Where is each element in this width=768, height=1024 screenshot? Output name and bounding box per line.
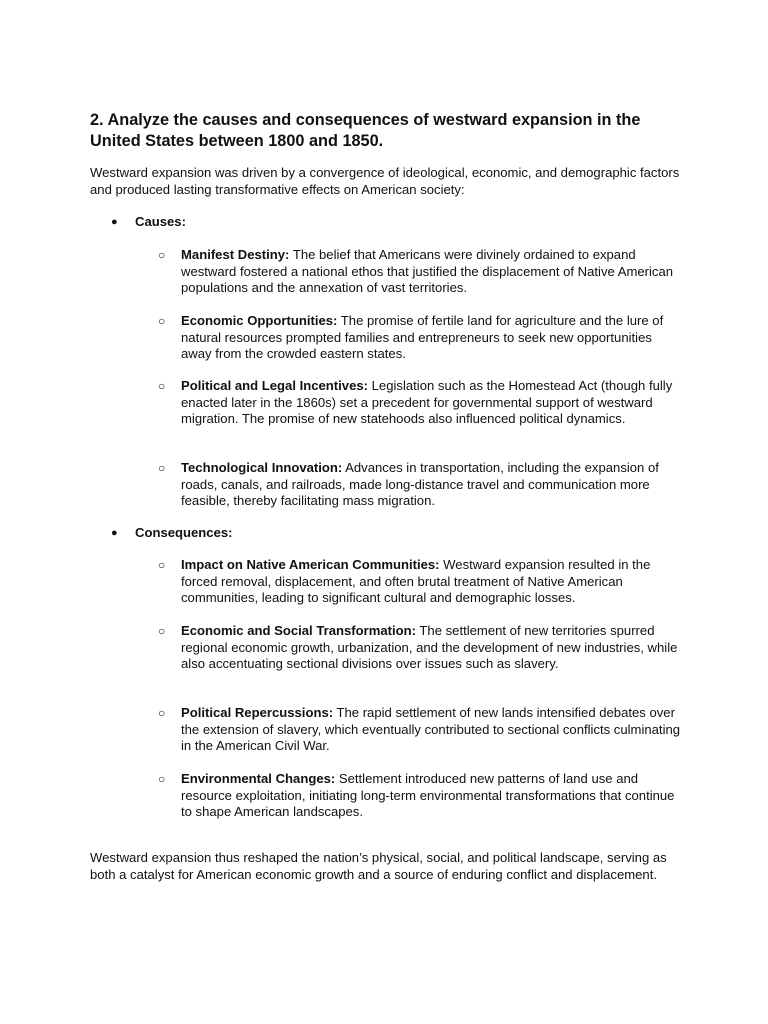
circle-bullet-icon: ○ [158,706,166,720]
circle-bullet-icon: ○ [158,624,166,638]
question-heading: 2. Analyze the causes and consequences of westward expansion in the United States between 1800 and 1850. [90,111,641,150]
item-title: Economic and Social Transformation: [181,623,417,638]
item-text: Westward expansion resulted in the forced removal, displacement, and often brutal treatment of Native American communities, leading to significant cultural and demographic losses. [181,557,651,606]
item-title: Manifest Destiny: [181,247,290,262]
item-text: Legislation such as the Homestead Act (though fully enacted later in the 1860s) set a precedent for governmental support of westward migration. The promise of new statehoods also influenced political dynamics. [181,378,673,427]
closing-paragraph: Westward expansion thus reshaped the nation’s physical, social, and political landscape, serving as both a catalyst for American economic growth and a source of enduring conflict and displacement. [90,850,667,882]
circle-bullet-icon: ○ [158,772,166,786]
causes-label: Causes: [135,214,186,229]
item-text: The promise of fertile land for agriculture and the lure of natural resources prompted families and entrepreneurs to seek new opportunities away from the crowded eastern states. [181,313,664,362]
item-title: Impact on Native American Communities: [181,557,440,572]
item-title: Environmental Changes: [181,771,336,786]
item-title: Political and Legal Incentives: [181,378,369,393]
circle-bullet-icon: ○ [158,314,166,328]
item-text: Advances in transportation, including the expansion of roads, canals, and railroads, made long-distance travel and communication more feasible, thereby facilitating mass migration. [181,460,659,509]
item-title: Political Repercussions: [181,705,334,720]
item-text: The settlement of new territories spurred regional economic growth, urbanization, and the development of new industries, while also accentuating sectional divisions over issues such as slavery. [181,623,678,672]
bullet-icon: ● [111,527,118,539]
circle-bullet-icon: ○ [158,558,166,572]
circle-bullet-icon: ○ [158,379,166,393]
consequences-label: Consequences: [135,525,233,540]
circle-bullet-icon: ○ [158,461,166,475]
bullet-icon: ● [111,216,118,228]
item-text: Settlement introduced new patterns of land use and resource exploitation, initiating long-term environmental transformations that continue to shape American landscapes. [181,771,675,820]
item-title: Economic Opportunities: [181,313,338,328]
item-title: Technological Innovation: [181,460,343,475]
intro-paragraph: Westward expansion was driven by a convergence of ideological, economic, and demographic factors and produced lasting transformative effects on American society: [90,165,680,197]
circle-bullet-icon: ○ [158,248,166,262]
item-text: The rapid settlement of new lands intensified debates over the extension of slavery, which eventually contributed to sectional conflicts culminating in the American Civil War. [181,705,681,754]
item-text: The belief that Americans were divinely ordained to expand westward fostered a national ethos that justified the displacement of Native American populations and the annexation of vast territories. [181,247,674,296]
